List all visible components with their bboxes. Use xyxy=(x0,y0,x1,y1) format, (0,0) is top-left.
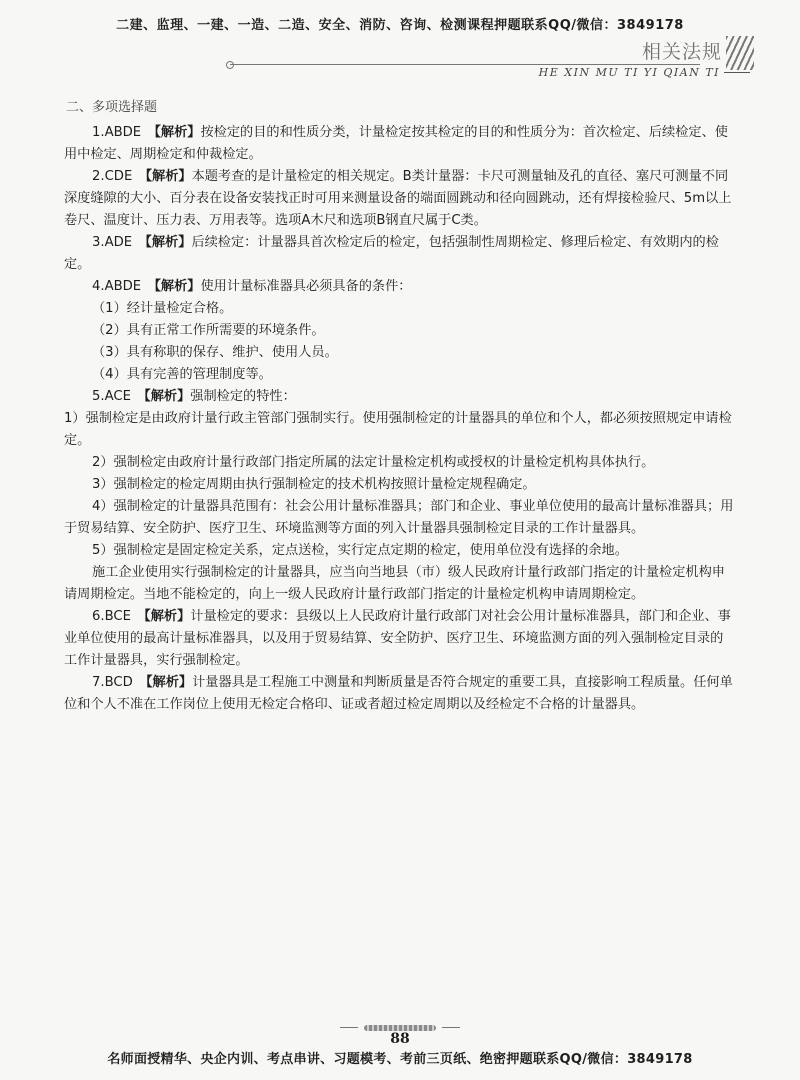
point-item: 5）强制检定是固定检定关系，定点送检，实行定点定期的检定，使用单位没有选择的余地。 xyxy=(92,543,628,558)
point-item: 4）强制检定的计量器具范围有：社会公用计量标准器具；部门和企业、事业单位使用的最高计量标准器具；用于贸易结算、安全防护、医疗卫生、环境监测等方面的列入计量器具强制检定目录的工作计量器具。 xyxy=(64,499,734,536)
header-subtitle: HE XIN MU TI YI QIAN TI xyxy=(538,66,720,79)
point-item: 2）强制检定由政府计量行政部门指定所属的法定计量检定机构或授权的计量检定机构具体执行。 xyxy=(92,455,655,470)
answer-2: 2.CDE 【解析】本题考查的是计量检定的相关规定。B类计量器：卡尺可测量轴及孔的直径、塞尺可测量不同深度缝隙的大小、百分表在设备安装找正时可用来测量设备的端面圆跳动和径向圆跳动，还有焊接检验尺、5m以上卷尺、温度计、压力表、万用表等。选项A木尺和选项B钢直尺属于C类。 xyxy=(64,169,732,228)
answer-5: 5.ACE 【解析】强制检定的特性： xyxy=(92,389,296,404)
point-item: 3）强制检定的检定周期由执行强制检定的技术机构按照计量检定规程确定。 xyxy=(92,477,536,492)
answer-7: 7.BCD 【解析】计量器具是工程施工中测量和判断质量是否符合规定的重要工具，直接影响工程质量。任何单位和个人不准在工作岗位上使用无检定合格印、证或者超过检定周期以及经检定不合格的计量器具。 xyxy=(64,675,733,712)
header-rule-dot xyxy=(226,61,234,69)
chapter-title: 相关法规 xyxy=(641,41,722,63)
answer-5-note: 施工企业使用实行强制检定的计量器具，应当向当地县（市）级人民政府计量行政部门指定的计量检定机构申请周期检定。当地不能检定的，向上一级人民政府计量行政部门指定的计量检定机构申请周期检定。 xyxy=(64,565,725,602)
answer-1: 1.ABDE 【解析】按检定的目的和性质分类，计量检定按其检定的目的和性质分为：首次检定、后续检定、使用中检定、周期检定和仲裁检定。 xyxy=(64,125,728,162)
answer-4: 4.ABDE 【解析】使用计量标准器具必须具备的条件： xyxy=(92,279,412,294)
section-title: 二、多项选择题 xyxy=(66,100,158,115)
condition-item: （2）具有正常工作所需要的环境条件。 xyxy=(92,323,325,338)
hatch-decoration xyxy=(726,36,754,70)
answer-3: 3.ADE 【解析】后续检定：计量器具首次检定后的检定，包括强制性周期检定、修理后检定、有效期内的检定。 xyxy=(64,235,719,272)
condition-item: （4）具有完善的管理制度等。 xyxy=(92,367,272,382)
header-rule xyxy=(230,64,700,65)
condition-item: （3）具有称职的保存、维护、使用人员。 xyxy=(92,345,338,360)
page-number: 88 xyxy=(390,1031,410,1047)
answer-6: 6.BCE 【解析】计量检定的要求：县级以上人民政府计量行政部门对社会公用计量标准器具，部门和企业、事业单位使用的最高计量标准器具，以及用于贸易结算、安全防护、医疗卫生、环境监测方面的列入强制检定目录的工作计量器具，实行强制检定。 xyxy=(64,609,731,668)
top-banner: 二建、监理、一建、一造、二造、安全、消防、咨询、检测课程押题联系QQ/微信：3849178 xyxy=(116,18,684,33)
bottom-banner: 名师面授精华、央企内训、考点串讲、习题模考、考前三页纸、绝密押题联系QQ/微信：3849178 xyxy=(107,1052,693,1067)
condition-item: （1）经计量检定合格。 xyxy=(92,301,233,316)
answer-content xyxy=(64,122,734,716)
header-tail-rule xyxy=(724,72,750,73)
point-item: 1）强制检定是由政府计量行政主管部门强制实行。使用强制检定的计量器具的单位和个人，都必须按照规定申请检定。 xyxy=(64,411,732,448)
